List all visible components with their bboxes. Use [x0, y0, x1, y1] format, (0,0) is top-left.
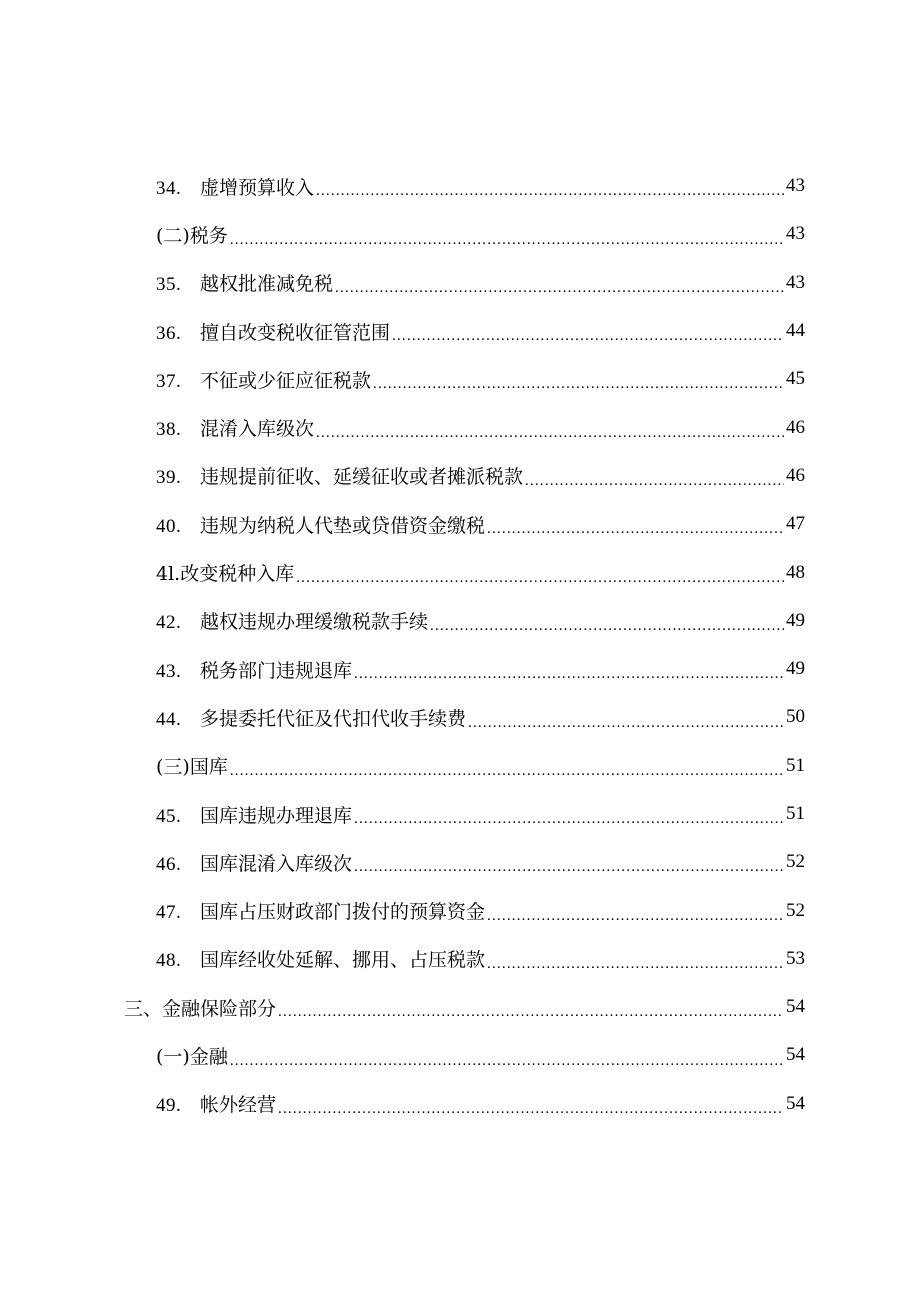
toc-entry-title	[156, 269, 333, 296]
toc-entry-label: 违规提前征收、延缓征收或者摊派税款	[200, 466, 524, 489]
toc-entry-label: 国库违规办理退库	[200, 804, 353, 827]
toc-entry-page-number: 52	[786, 851, 805, 873]
toc-entry-page-number: 43	[786, 175, 805, 197]
dot-leader	[296, 571, 784, 597]
dot-leader	[487, 909, 784, 935]
toc-entry[interactable]	[0, 1031, 920, 1079]
toc-entry-separator: .	[176, 322, 181, 344]
toc-entry-title	[156, 752, 228, 779]
dot-leader	[354, 667, 784, 693]
toc-entry-number: 37	[156, 370, 176, 392]
toc-entry[interactable]	[0, 838, 920, 886]
toc-entry[interactable]	[0, 500, 920, 548]
toc-entry-label: 三、金融保险部分	[124, 997, 277, 1020]
toc-entry-page-number: 43	[786, 271, 805, 293]
dot-leader	[316, 426, 784, 452]
toc-entry[interactable]	[0, 935, 920, 983]
toc-entry-label: 帐外经营	[200, 1094, 277, 1117]
dot-leader	[316, 184, 784, 210]
toc-entry-label: 擅自改变税收征管范围	[200, 321, 391, 344]
toc-entry-page-number: 51	[786, 754, 805, 776]
toc-entry[interactable]	[0, 790, 920, 838]
toc-entry-title	[156, 559, 294, 586]
dot-leader	[230, 764, 784, 790]
toc-entry[interactable]	[0, 210, 920, 258]
toc-entry-separator: .	[176, 853, 181, 875]
toc-entry-page-number: 45	[786, 368, 805, 390]
toc-entry-number: 42	[156, 612, 176, 634]
toc-entry-label: 越权批准减免税	[200, 273, 334, 296]
toc-entry-page-number: 43	[786, 223, 805, 245]
toc-entry[interactable]	[0, 645, 920, 693]
toc-entry[interactable]	[0, 548, 920, 596]
toc-entry[interactable]	[0, 355, 920, 403]
toc-entry-title	[124, 994, 276, 1021]
toc-entry-number: 49	[156, 1095, 176, 1117]
toc-entry-number: 38	[156, 419, 176, 441]
toc-entry-title	[156, 607, 428, 634]
toc-entry-label: 不征或少征应征税款	[200, 369, 372, 392]
toc-entry[interactable]	[0, 403, 920, 451]
toc-entry-number: 34	[156, 177, 176, 199]
dot-leader	[373, 377, 784, 403]
toc-entry-label: 混淆入库级次	[200, 418, 315, 441]
toc-entry-separator: .	[176, 950, 181, 972]
toc-entry-title	[156, 849, 352, 876]
toc-entry-title	[156, 462, 523, 489]
toc-entry-page-number: 46	[786, 416, 805, 438]
toc-entry[interactable]	[0, 162, 920, 210]
toc-entry-page-number: 49	[786, 658, 805, 680]
toc-entry-separator: .	[176, 902, 181, 924]
dot-leader	[525, 474, 784, 500]
toc-entry-page-number: 54	[786, 1044, 805, 1066]
toc-entry-title	[156, 945, 485, 972]
toc-entry-page-number: 49	[786, 609, 805, 631]
toc-entry-page-number: 46	[786, 464, 805, 486]
toc-entry-number: 36	[156, 322, 176, 344]
toc-entry-number: 39	[156, 467, 176, 489]
toc-entry-separator: .	[176, 177, 181, 199]
toc-entry-title	[156, 414, 314, 441]
toc-entry-title	[156, 318, 390, 345]
toc-entry-page-number: 54	[786, 1092, 805, 1114]
toc-entry-label: 税务部门违规退库	[200, 659, 353, 682]
toc-entry-page-number: 48	[786, 561, 805, 583]
toc-entry-page-number: 52	[786, 899, 805, 921]
toc-entry[interactable]	[0, 742, 920, 790]
toc-entry-number: 45	[156, 805, 176, 827]
dot-leader	[278, 1005, 784, 1031]
toc-entry-title	[156, 704, 466, 731]
toc-entry[interactable]	[0, 452, 920, 500]
toc-entry-separator: .	[176, 419, 181, 441]
toc-entry-label: 国库占压财政部门拨付的预算资金	[200, 901, 486, 924]
toc-entry-label: 国库混淆入库级次	[200, 852, 353, 875]
toc-entry-number: 48	[156, 950, 176, 972]
toc-entry[interactable]	[0, 693, 920, 741]
dot-leader	[278, 1102, 784, 1128]
toc-entry-title	[156, 173, 314, 200]
toc-entry-label: (二)税务	[156, 224, 228, 247]
table-of-contents	[0, 162, 920, 1128]
dot-leader	[230, 233, 784, 259]
toc-entry-separator: .	[176, 1095, 181, 1117]
toc-entry-label: 4l.改变税种入库	[156, 563, 295, 586]
toc-entry-page-number: 44	[786, 320, 805, 342]
toc-entry-separator: .	[176, 370, 181, 392]
toc-entry-page-number: 53	[786, 947, 805, 969]
dot-leader	[487, 522, 784, 548]
toc-entry-separator: .	[176, 467, 181, 489]
toc-entry-label: 国库经收处延解、挪用、占压税款	[200, 949, 486, 972]
dot-leader	[468, 716, 784, 742]
toc-entry-title	[156, 1090, 276, 1117]
toc-entry-separator: .	[176, 274, 181, 296]
toc-entry[interactable]	[0, 307, 920, 355]
toc-entry[interactable]	[0, 259, 920, 307]
toc-entry-number: 44	[156, 708, 176, 730]
toc-entry-number: 40	[156, 515, 176, 537]
toc-entry-page-number: 50	[786, 706, 805, 728]
dot-leader	[392, 329, 784, 355]
dot-leader	[487, 957, 784, 983]
toc-entry-separator: .	[176, 515, 181, 537]
toc-entry-separator: .	[176, 660, 181, 682]
toc-entry-label: (三)国库	[156, 756, 228, 779]
toc-entry-separator: .	[176, 612, 181, 634]
toc-entry-label: 多提委托代征及代扣代收手续费	[200, 707, 467, 730]
toc-entry-title	[156, 221, 228, 248]
dot-leader	[430, 619, 784, 645]
toc-entry-number: 47	[156, 902, 176, 924]
toc-entry-title	[156, 656, 352, 683]
toc-entry-separator: .	[176, 805, 181, 827]
toc-entry-title	[156, 366, 371, 393]
dot-leader	[230, 1054, 784, 1080]
toc-entry-separator: .	[176, 708, 181, 730]
toc-entry[interactable]	[0, 886, 920, 934]
dot-leader	[354, 812, 784, 838]
toc-entry-title	[156, 511, 485, 538]
toc-entry-label: 违规为纳税人代垫或贷借资金缴税	[200, 514, 486, 537]
toc-entry-number: 46	[156, 853, 176, 875]
toc-entry-number: 43	[156, 660, 176, 682]
toc-entry-label: 虚增预算收入	[200, 176, 315, 199]
toc-entry-title	[156, 897, 485, 924]
toc-entry[interactable]	[0, 597, 920, 645]
toc-entry[interactable]	[0, 1080, 920, 1128]
dot-leader	[354, 860, 784, 886]
toc-entry-page-number: 54	[786, 996, 805, 1018]
toc-entry-title	[156, 801, 352, 828]
toc-entry-label: 越权违规办理缓缴税款手续	[200, 611, 429, 634]
toc-entry[interactable]	[0, 983, 920, 1031]
toc-entry-title	[156, 1042, 228, 1069]
toc-entry-page-number: 51	[786, 803, 805, 824]
toc-entry-page-number: 47	[786, 513, 805, 535]
dot-leader	[335, 281, 784, 307]
toc-entry-label: (一)金融	[156, 1045, 228, 1068]
toc-entry-number: 35	[156, 274, 176, 296]
